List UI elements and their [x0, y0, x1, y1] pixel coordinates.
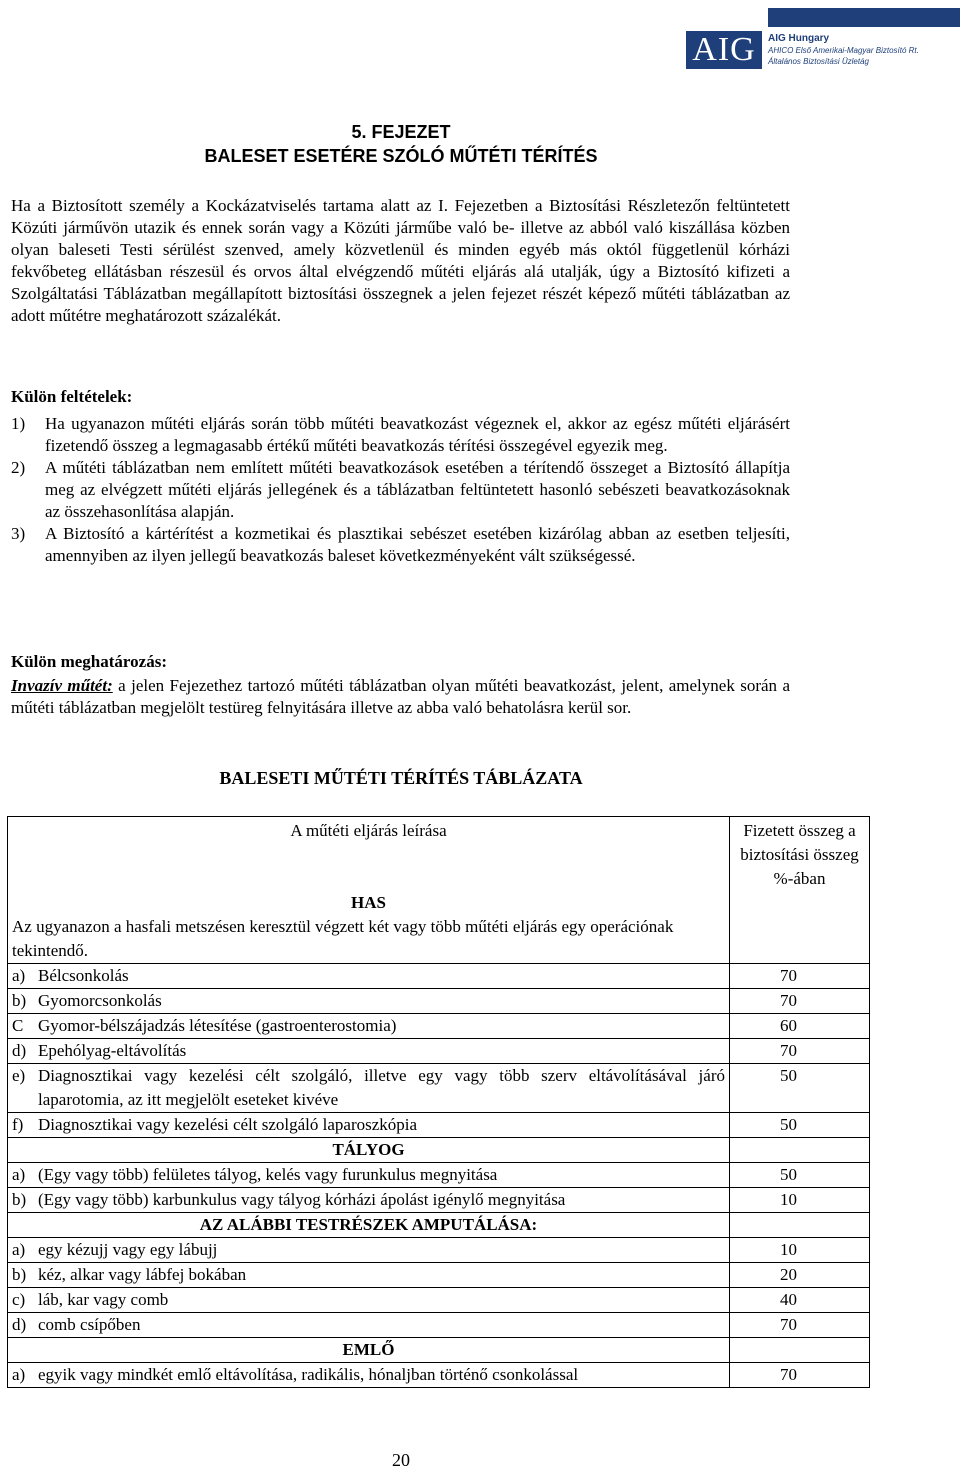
condition-item — [11, 523, 790, 567]
header-percentage: Fizetett összeg a biztosítási összeg %-ában — [730, 817, 870, 892]
section-title: HAS — [351, 893, 386, 912]
section-title: AZ ALÁBBI TESTRÉSZEK AMPUTÁLÁSA: — [8, 1213, 730, 1238]
row-pct: 70 — [730, 1039, 870, 1064]
row-text: comb csípőben — [38, 1315, 141, 1334]
table-row — [8, 1163, 870, 1188]
row-pct: 10 — [730, 1238, 870, 1263]
row-pct: 20 — [730, 1263, 870, 1288]
intro-paragraph: Ha a Biztosított személy a Kockázatviselés tartama alatt az I. Fejezetben a Biztosítási Részletezőn feltüntetett Közúti járművön utazik és ennek során vagy a Közúti járműbe való be- illetve az abból való kiszállása közben olyan baleseti Testi sérülést szenved, amely közvetlenül és minden egyéb más októl függetlenül kórházi fekvőbeteg ellátásban részesül és orvos által elvégzendő műtéti eljárás alá utalják, úgy a Biztosító kifizeti a Szolgáltatási Táblázatban megállapított biztosítási összegnek a jelen fejezet részét képező műtéti táblázatban az adott műtétre meghatározott százalékát. — [11, 196, 790, 325]
row-mark: a) — [12, 966, 26, 985]
condition-item — [11, 457, 790, 523]
table-row — [8, 1064, 870, 1113]
chapter-number: 5. FEJEZET — [351, 122, 451, 142]
condition-text: Ha ugyanazon műtéti eljárás során több műtéti beavatkozást végeznek el, akkor az egész műtéti eljárásért fizetendő összeg a legmagasabb értékű műtéti beavatkozás térítési összegével egyezik meg. — [45, 414, 790, 455]
row-pct: 70 — [730, 964, 870, 989]
row-text: egyik vagy mindkét emlő eltávolítása, radikális, hónaljban történő csonkolással — [38, 1365, 579, 1384]
company-block — [768, 33, 958, 67]
table-row — [8, 1188, 870, 1213]
chapter-title: BALESET ESETÉRE SZÓLÓ MŰTÉTI TÉRÍTÉS — [204, 146, 598, 166]
definition-term: Invazív műtét: — [11, 676, 113, 695]
row-mark: a) — [12, 1365, 26, 1384]
row-text: Gyomorcsonkolás — [38, 991, 162, 1010]
row-mark: C — [12, 1016, 24, 1035]
row-mark: b) — [12, 1190, 27, 1209]
table-row — [8, 1039, 870, 1064]
row-pct: 70 — [730, 989, 870, 1014]
table-row — [8, 1113, 870, 1138]
company-sub2: Általános Biztosítási Üzletág — [768, 57, 869, 66]
table-row — [8, 989, 870, 1014]
empty-cell — [730, 1338, 870, 1363]
section-emlo — [8, 1338, 870, 1363]
condition-number: 2) — [11, 458, 26, 477]
row-pct: 10 — [730, 1188, 870, 1213]
aig-logo: AIG — [686, 31, 762, 69]
table-row — [8, 1313, 870, 1338]
header-description: A műtéti eljárás leírása — [8, 817, 730, 892]
table-row — [8, 1014, 870, 1039]
row-text: (Egy vagy több) karbunkulus vagy tályog kórházi ápolást igénylő megnyitása — [38, 1190, 566, 1209]
conditions-list — [11, 413, 790, 567]
row-pct: 50 — [730, 1113, 870, 1138]
condition-number: 3) — [11, 524, 26, 543]
section-note: Az ugyanazon a hasfali metszésen keresztül végzett két vagy több műtéti eljárás egy operációnak tekintendő. — [12, 917, 674, 960]
row-mark: f) — [12, 1115, 24, 1134]
empty-cell — [730, 891, 870, 964]
page-number: 20 — [392, 1450, 410, 1470]
row-text: Gyomor-bélszájadzás létesítése (gastroenterostomia) — [38, 1016, 397, 1035]
row-text: Diagnosztikai vagy kezelési célt szolgáló, illetve egy vagy több szerv eltávolításával járó laparotomia, az itt megjelölt eseteket kivéve — [38, 1066, 725, 1109]
table-row — [8, 964, 870, 989]
row-pct: 50 — [730, 1064, 870, 1113]
condition-text: A műtéti táblázatban nem említett műtéti beavatkozások esetében a térítendő összeget a Biztosító állapítja meg az elvégzett műtéti eljárás jellegének és a táblázatban feltüntetett hasonló sebészeti beavatkozásoknak az összehasonlítása alapján. — [45, 458, 790, 521]
company-sub1: AHICO Első Amerikai-Magyar Biztosító Rt. — [768, 46, 919, 55]
row-text: láb, kar vagy comb — [38, 1290, 169, 1309]
company-name: AIG Hungary — [768, 33, 830, 44]
row-pct: 70 — [730, 1363, 870, 1388]
definition-text: a jelen Fejezethez tartozó műtéti táblázatban olyan műtéti beavatkozást, jelent, amelynek során a műtéti táblázatban megjelölt testüreg felnyitására illetve az abba való behatolásra kerül sor. — [11, 676, 790, 717]
row-mark: b) — [12, 1265, 27, 1284]
section-talyog — [8, 1138, 870, 1163]
conditions-title: Külön feltételek: — [11, 387, 133, 406]
section-has-cell — [8, 891, 730, 964]
table-title: BALESETI MŰTÉTI TÉRÍTÉS TÁBLÁZATA — [219, 768, 583, 788]
empty-cell — [730, 1138, 870, 1163]
section-title: EMLŐ — [8, 1338, 730, 1363]
surgery-table — [7, 816, 870, 1388]
condition-number: 1) — [11, 414, 26, 433]
row-mark: d) — [12, 1041, 27, 1060]
row-text: Epehólyag-eltávolítás — [38, 1041, 187, 1060]
table-row — [8, 1363, 870, 1388]
section-amputation — [8, 1213, 870, 1238]
row-text: egy kézujj vagy egy lábujj — [38, 1240, 218, 1259]
header-bar — [768, 8, 960, 27]
row-pct: 70 — [730, 1313, 870, 1338]
table-header-row — [8, 817, 870, 892]
row-pct: 40 — [730, 1288, 870, 1313]
condition-text: A Biztosító a kártérítést a kozmetikai és plasztikai sebészet esetében kizárólag abban az esetben teljesíti, amennyiben az ilyen jellegű beavatkozás baleset következményeként vált szükségessé. — [45, 524, 790, 565]
condition-item — [11, 413, 790, 457]
empty-cell — [730, 1213, 870, 1238]
row-mark: e) — [12, 1066, 26, 1085]
row-mark: a) — [12, 1240, 26, 1259]
row-text: Bélcsonkolás — [38, 966, 129, 985]
table-row — [8, 1263, 870, 1288]
row-mark: b) — [12, 991, 27, 1010]
row-mark: d) — [12, 1315, 27, 1334]
row-mark: a) — [12, 1165, 26, 1184]
section-title: TÁLYOG — [8, 1138, 730, 1163]
definition-paragraph — [11, 675, 790, 719]
row-text: (Egy vagy több) felületes tályog, kelés vagy furunkulus megnyitása — [38, 1165, 498, 1184]
row-pct: 50 — [730, 1163, 870, 1188]
table-row — [8, 1288, 870, 1313]
row-mark: c) — [12, 1290, 26, 1309]
row-pct: 60 — [730, 1014, 870, 1039]
definition-title: Külön meghatározás: — [11, 652, 167, 671]
table-row — [8, 1238, 870, 1263]
row-text: Diagnosztikai vagy kezelési célt szolgáló laparoszkópia — [38, 1115, 418, 1134]
section-has — [8, 891, 870, 964]
row-text: kéz, alkar vagy lábfej bokában — [38, 1265, 247, 1284]
